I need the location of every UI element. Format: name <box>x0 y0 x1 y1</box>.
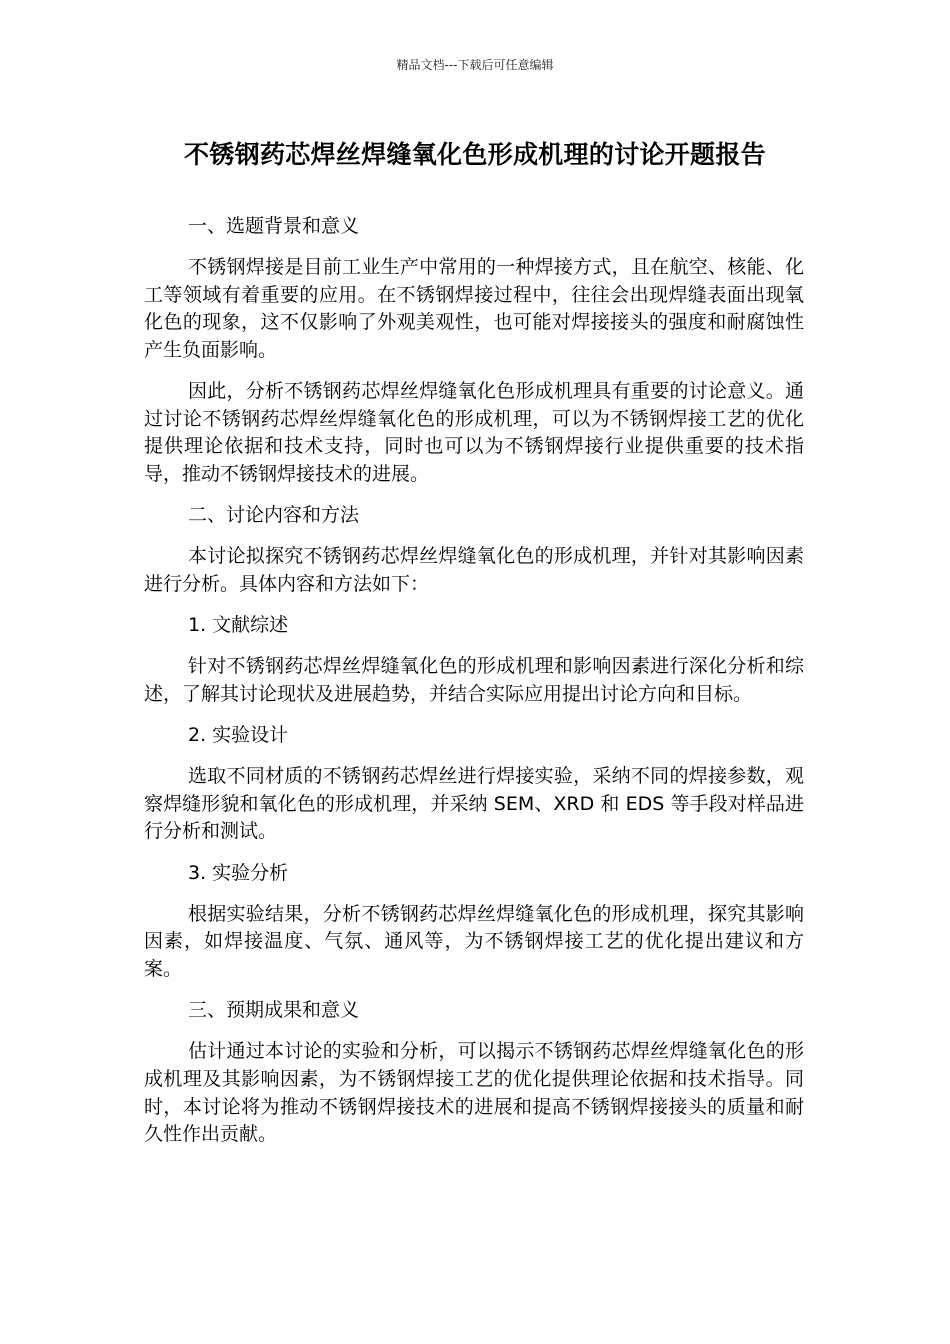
subheading-experiment-analysis: 3. 实验分析 <box>188 861 289 884</box>
paragraph-experiment-analysis: 根据实验结果，分析不锈钢药芯焊丝焊缝氧化色的形成机理，探究其影响因素，如焊接温度、气氛、通风等，为不锈钢焊接工艺的优化提出建议和方案。 <box>144 902 804 980</box>
section-heading-content-method: 二、讨论内容和方法 <box>188 504 360 527</box>
section-heading-background: 一、选题背景和意义 <box>188 215 360 237</box>
paragraph-literature-review: 针对不锈钢药芯焊丝焊缝氧化色的形成机理和影响因素进行深化分析和综述，了解其讨论现状及进展趋势，并结合实际应用提出讨论方向和目标。 <box>144 655 804 705</box>
paragraph-background-2: 因此，分析不锈钢药芯焊丝焊缝氧化色形成机理具有重要的讨论意义。通过讨论不锈钢药芯焊丝焊缝氧化色的形成机理，可以为不锈钢焊接工艺的优化提供理论依据和技术支持，同时也可以为不锈钢焊接行业提供重要的技术指导，推动不锈钢焊接技术的进展。 <box>144 380 804 485</box>
paragraph-expected-results: 估计通过本讨论的实验和分析，可以揭示不锈钢药芯焊丝焊缝氧化色的形成机理及其影响因素，为不锈钢焊接工艺的优化提供理论依据和技术指导。同时，本讨论将为推动不锈钢焊接技术的进展和提高不锈钢焊接接头的质量和耐久性作出贡献。 <box>144 1040 804 1146</box>
paragraph-experiment-design: 选取不同材质的不锈钢药芯焊丝进行焊接实验，采纳不同的焊接参数，观察焊缝形貌和氧化色的形成机理，并采纳 SEM、XRD 和 EDS 等手段对样品进行分析和测试。 <box>144 765 804 843</box>
subheading-literature-review: 1. 文献综述 <box>188 614 289 637</box>
document-title: 不锈钢药芯焊丝焊缝氧化色形成机理的讨论开题报告 <box>184 140 766 169</box>
paragraph-content-intro: 本讨论拟探究不锈钢药芯焊丝焊缝氧化色的形成机理，并针对其影响因素进行分析。具体内容和方法如下： <box>144 545 804 595</box>
document-body <box>144 213 804 1162</box>
paragraph-background-1: 不锈钢焊接是目前工业生产中常用的一种焊接方式，且在航空、核能、化工等领域有着重要的应用。在不锈钢焊接过程中，往往会出现焊缝表面出现氧化色的现象，这不仅影响了外观美观性，也可能对焊接接头的强度和耐腐蚀性产生负面影响。 <box>144 256 804 361</box>
page-header: 精品文档---下载后可任意编辑 <box>396 58 554 72</box>
section-heading-expected-results: 三、预期成果和意义 <box>188 999 360 1022</box>
subheading-experiment-design: 2. 实验设计 <box>188 724 289 747</box>
